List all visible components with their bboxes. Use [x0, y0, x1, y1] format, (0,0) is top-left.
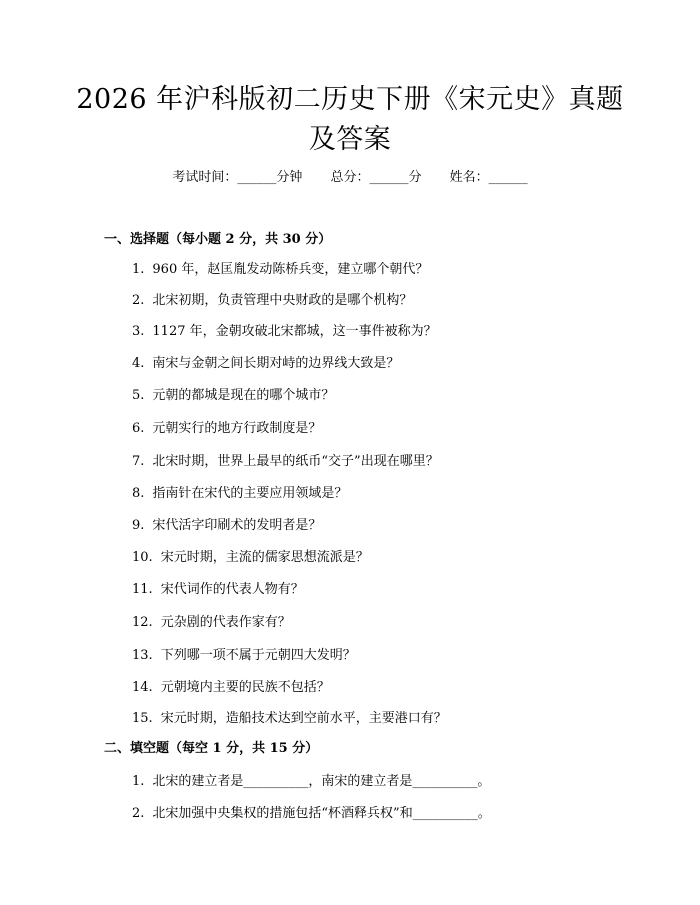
mc-question	[132, 419, 321, 439]
question-text: 北宋的建立者是__________，南宋的建立者是__________。	[152, 774, 491, 789]
mc-question	[132, 322, 437, 342]
question-number: 3.	[132, 324, 145, 339]
question-number: 2.	[132, 806, 145, 821]
question-text: 宋代活字印刷术的发明者是？	[152, 518, 322, 533]
question-text: 指南针在宋代的主要应用领域是？	[152, 486, 348, 501]
question-number: 14.	[132, 680, 153, 695]
question-text: 宋元时期，主流的儒家思想流派是？	[160, 550, 369, 565]
student-name: 姓名：______	[449, 170, 528, 185]
fill-question	[132, 772, 490, 792]
mc-question	[132, 516, 321, 536]
mc-question	[132, 484, 347, 504]
mc-question	[132, 678, 330, 698]
question-text: 北宋初期，负责管理中央财政的是哪个机构？	[152, 293, 413, 308]
section-1-heading: 一、选择题（每小题 2 分，共 30 分）	[104, 232, 332, 247]
total-score: 总分：______分	[330, 170, 422, 185]
question-text: 960 年，赵匡胤发动陈桥兵变，建立哪个朝代？	[152, 262, 429, 277]
question-text: 宋元时期，造船技术达到空前水平，主要港口有？	[160, 711, 447, 726]
question-number: 5.	[132, 388, 145, 403]
question-number: 13.	[132, 648, 153, 663]
question-number: 1.	[132, 262, 145, 277]
exam-time: 考试时间：______分钟	[172, 170, 303, 185]
question-number: 1.	[132, 774, 145, 789]
question-number: 12.	[132, 615, 153, 630]
mc-question	[132, 354, 399, 374]
question-number: 15.	[132, 711, 153, 726]
question-text: 元杂剧的代表作家有？	[160, 615, 291, 630]
question-text: 1127 年，金朝攻破北宋都城，这一事件被称为？	[152, 324, 437, 339]
question-text: 元朝境内主要的民族不包括？	[160, 680, 330, 695]
question-number: 9.	[132, 518, 145, 533]
fill-question	[132, 804, 491, 824]
question-text: 下列哪一项不属于元朝四大发明？	[160, 648, 356, 663]
mc-question	[132, 646, 356, 666]
question-number: 4.	[132, 356, 145, 371]
mc-question	[132, 580, 304, 600]
question-number: 6.	[132, 421, 145, 436]
mc-question	[132, 613, 291, 633]
mc-question	[132, 709, 447, 729]
question-number: 10.	[132, 550, 153, 565]
mc-question	[132, 548, 369, 568]
title-line-2: 及答案	[308, 124, 392, 155]
question-number: 7.	[132, 454, 145, 469]
question-text: 北宋时期，世界上最早的纸币“交子”出现在哪里？	[152, 454, 439, 469]
question-number: 2.	[132, 293, 145, 308]
mc-question	[132, 452, 439, 472]
question-text: 北宋加强中央集权的措施包括“杯酒释兵权”和__________。	[152, 806, 491, 821]
question-text: 南宋与金朝之间长期对峙的边界线大致是？	[152, 356, 400, 371]
mc-question	[132, 386, 334, 406]
question-text: 元朝的都城是现在的哪个城市？	[152, 388, 335, 403]
question-text: 元朝实行的地方行政制度是？	[152, 421, 322, 436]
mc-question	[132, 291, 412, 311]
section-2-heading: 二、填空题（每空 1 分，共 15 分）	[104, 741, 319, 756]
document-title	[0, 80, 700, 160]
title-line-1: 2026 年沪科版初二历史下册《宋元史》真题	[76, 84, 624, 115]
question-number: 11.	[132, 582, 153, 597]
question-text: 宋代词作的代表人物有？	[160, 582, 304, 597]
mc-question	[132, 260, 428, 280]
exam-info-line	[0, 168, 700, 188]
question-number: 8.	[132, 486, 145, 501]
